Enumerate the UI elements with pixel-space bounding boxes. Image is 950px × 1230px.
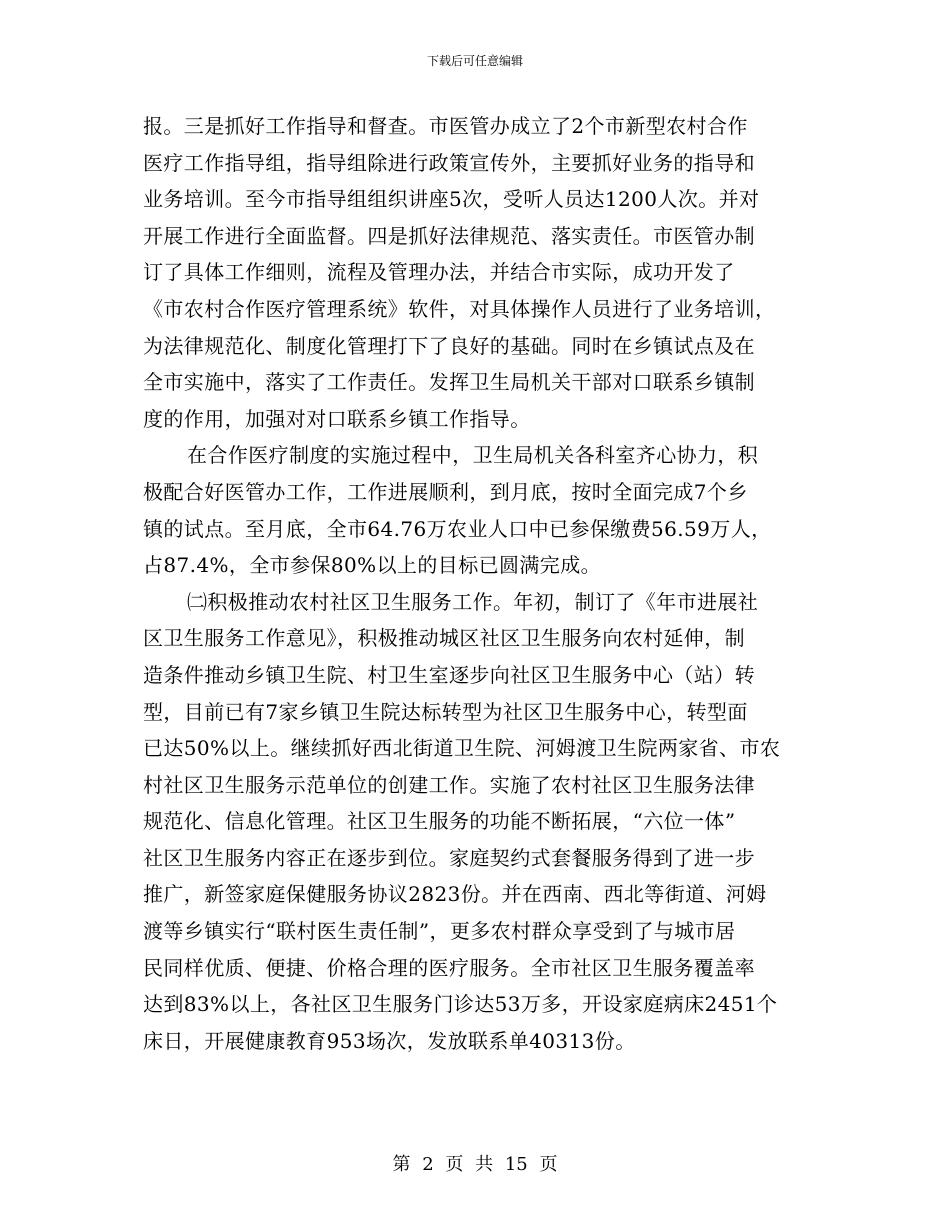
page-number: 第 2 页 共 15 页 [392, 1154, 558, 1175]
text-line: 全市实施中，落实了工作责任。发挥卫生局机关干部对口联系乡镇制 [143, 370, 755, 395]
text-line: 在合作医疗制度的实施过程中，卫生局机关各科室齐心协力，积 [187, 443, 759, 468]
document-body [143, 108, 815, 1059]
text-line: 为法律规范化、制度化管理打下了良好的基础。同时在乡镇试点及在 [143, 333, 755, 358]
text-line: 订了具体工作细则，流程及管理办法，并结合市实际，成功开发了 [143, 260, 735, 285]
text-line: 报。三是抓好工作指导和督查。市医管办成立了2个市新型农村合作 [143, 114, 748, 138]
paragraph-2 [143, 437, 815, 583]
text-line: 《市农村合作医疗管理系统》软件，对具体操作人员进行了业务培训， [143, 296, 776, 321]
text-line: 规范化、信息化管理。社区卫生服务的功能不断拓展，“六位一体” [143, 809, 736, 834]
text-line: 度的作用，加强对对口联系乡镇工作指导。 [143, 406, 531, 431]
text-line: 床日，开展健康教育953场次，发放联系单40313份。 [143, 1028, 636, 1053]
text-line: 造条件推动乡镇卫生院、村卫生室逐步向社区卫生服务中心（站）转 [143, 662, 755, 687]
text-line: 民同样优质、便捷、价格合理的医疗服务。全市社区卫生服务覆盖率 [143, 955, 755, 980]
page-header: 下载后可任意编辑 [426, 54, 523, 68]
text-line: 已达50%以上。继续抓好西北街道卫生院、河姆渡卫生院两家省、市农 [143, 736, 781, 761]
text-line: 业务培训。至今市指导组组织讲座5次，受听人员达1200人次。并对 [143, 187, 760, 212]
paragraph-3 [143, 584, 815, 1060]
text-line: 社区卫生服务内容正在逐步到位。家庭契约式套餐服务得到了进一步 [143, 845, 755, 870]
text-line: 渡等乡镇实行“联村医生责任制”，更多农村群众享受到了与城市居 [143, 919, 736, 944]
text-line: 医疗工作指导组，指导组除进行政策宣传外，主要抓好业务的指导和 [143, 150, 755, 175]
text-line: 极配合好医管办工作，工作进展顺利，到月底，按时全面完成7个乡 [143, 479, 748, 504]
text-line: 达到83%以上，各社区卫生服务门诊达53万多，开设家庭病床2451个 [143, 992, 778, 1017]
text-line: 村社区卫生服务示范单位的创建工作。实施了农村社区卫生服务法律 [143, 772, 755, 797]
text-line: 开展工作进行全面监督。四是抓好法律规范、落实责任。市医管办制 [143, 223, 755, 248]
paragraph-1 [143, 108, 815, 437]
text-line: 推广，新签家庭保健服务协议2823份。并在西南、西北等街道、河姆 [143, 882, 767, 907]
text-line: ㈡积极推动农村社区卫生服务工作。年初，制订了《年市进展社 [187, 589, 759, 614]
text-line: 占87.4%，全市参保80%以上的目标已圆满完成。 [143, 553, 601, 578]
text-line: 镇的试点。至月底，全市64.76万农业人口中已参保缴费56.59万人， [143, 516, 772, 541]
text-line: 型，目前已有7家乡镇卫生院达标转型为社区卫生服务中心，转型面 [143, 699, 748, 724]
text-line: 区卫生服务工作意见》，积极推动城区社区卫生服务向农村延伸，制 [143, 626, 745, 651]
